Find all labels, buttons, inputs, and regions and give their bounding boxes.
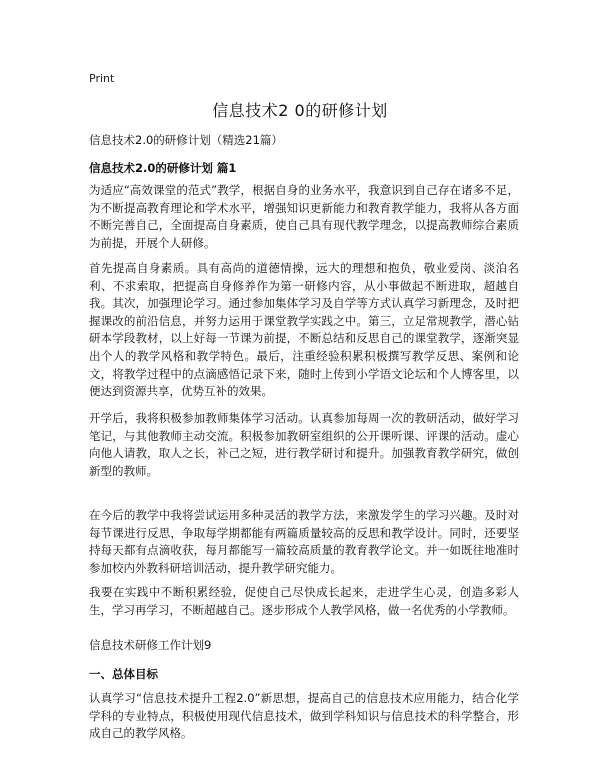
- document-subtitle: 信息技术2.0的研修计划（精选21篇）: [89, 133, 283, 147]
- final-paragraph: 认真学习“信息技术提升工程2.0”新思想，提高自己的信息技术应用能力，结合化学学科的专业特点，积极使用现代信息技术，做到学科知识与信息技术的科学整合，形成自己的教学风格。: [89, 691, 519, 741]
- paragraph-3: 开学后，我将积极参加教师集体学习活动。认真参加每周一次的教研活动，做好学习笔记，与其他教师主动交流。积极参加教研室组织的公开课听课、评课的活动。虚心向他人请教，取人之长，补己之短，进行教学研讨和提升。加强教育教学研究，做创新型的教师。: [89, 411, 519, 478]
- paragraph-5: 我要在实践中不断积累经验，促使自己尽快成长起来，走进学生心灵，创造多彩人生，学习再学习，不断超越自己。逐步形成个人教学风格，做一名优秀的小学教师。: [89, 585, 519, 617]
- paragraph-2: 首先提高自身素质。具有高尚的道德情操，远大的理想和抱负，敬业爱岗、淡泊名利、不求索取，把提高自身修养作为第一研修内容，从小事做起不断进取，超越自我。其次，加强理论学习。通过参加集体学习及自学等方式认真学习新理念，及时把握课改的前沿信息，并努力运用于课堂教学实践之中。第三，立足常规教学，潜心钻研本学段教材，以上好每一节课为前提，不断总结和反思自己的课堂教学，逐渐突显出个人的教学风格和教学特色。最后，注重经验积累积极撰写教学反思、案例和论文，将教学过程中的点滴感悟记录下来，随时上传到小学语文论坛和个人博客里，以便达到资源共享，优势互补的效果。: [89, 261, 519, 399]
- paragraph-1: 为适应“高效课堂的范式”教学，根据自身的业务水平，我意识到自己存在诸多不足，为不断提高教育理论和学术水平，增强知识更新能力和教育教学能力，我将从各方面不断完善自己，全面提高自身素质，使自己具有现代教学理念，以提高教师综合素质为前提，开展个人研修。: [89, 183, 519, 250]
- section-heading-2: 信息技术研修工作计划9: [89, 638, 212, 652]
- paragraph-4: 在今后的教学中我将尝试运用多种灵活的教学方法，来激发学生的学习兴趣。及时对每节课进行反思，争取每学期都能有两篇质量较高的反思和教学设计。同时，还要坚持每天都有点滴收获，每月都能写一篇较高质量的教育教学论文。并一如既往地准时参加校内外教科研培训活动，提升教学研究能力。: [89, 508, 519, 575]
- section-heading-1: 信息技术2.0的研修计划 篇1: [89, 161, 237, 175]
- page-title: 信息技术2 0的研修计划: [212, 101, 388, 120]
- subsection-heading: 一、总体目标: [89, 667, 158, 681]
- print-label[interactable]: Print: [89, 72, 115, 85]
